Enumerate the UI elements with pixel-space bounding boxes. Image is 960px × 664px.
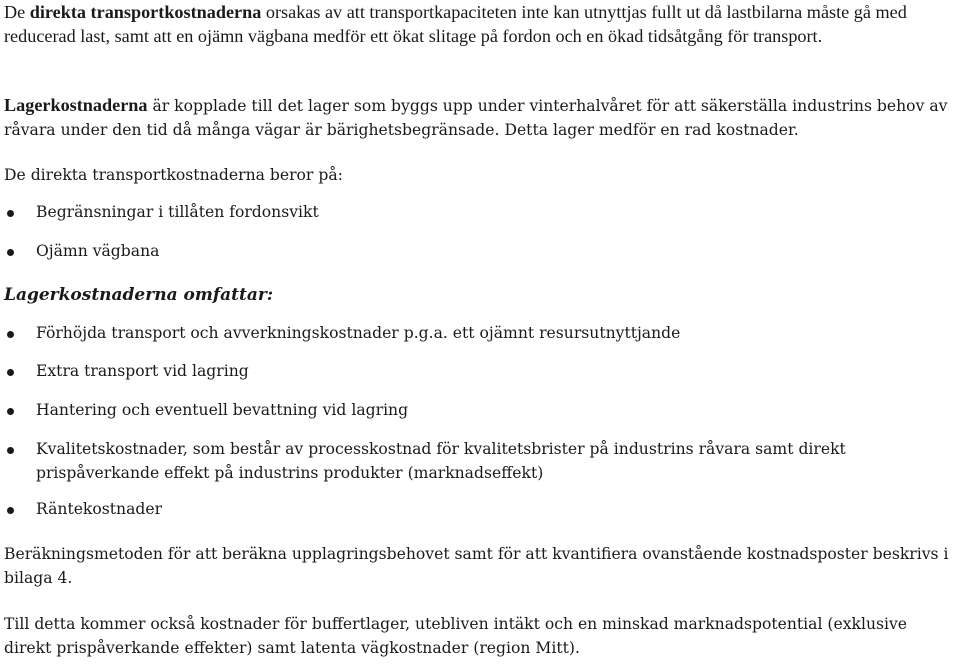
- paragraph-calculation-method: [4, 542, 956, 590]
- bullet-icon: [7, 408, 14, 415]
- list-item-text: Förhöjda transport och avverkningskostnader p.g.a. ett ojämnt resursutnyttjande: [36, 324, 681, 342]
- paragraph-lead: De: [4, 2, 30, 22]
- list-item-text: Kvalitetskostnader, som består av processkostnad för kvalitetsbrister på industrins råvara samt direkt prispåverkande effekt på industrins produkter (marknadseffekt): [36, 440, 846, 482]
- bullet-icon: [7, 447, 14, 454]
- list-item-text: Ojämn vägbana: [36, 242, 160, 260]
- bullet-icon: [7, 210, 14, 217]
- paragraph-text: Till detta kommer också kostnader för buffertlager, utebliven intäkt och en minskad marknadspotential (exklusive direkt prispåverkande effekter) samt latenta vägkostnader (region Mitt).: [4, 615, 908, 657]
- list-item-text: Hantering och eventuell bevattning vid lagring: [36, 401, 409, 419]
- paragraph-text: är kopplade till det lager som byggs upp under vinterhalvåret för att säkerställa industrins behov av råvara under den tid då många vägar är bärighetsbegränsade.: [4, 97, 948, 139]
- bullet-icon: [7, 507, 14, 514]
- bullet-icon: [7, 331, 14, 338]
- bullet-icon: [7, 369, 14, 376]
- paragraph-text: orsakas av att transportkapaciteten inte kan utnyttjas fullt ut då lastbilarna måste gå med reducerad last, samt att en ojämn vägbana medför ett ökat slitage på fordon och en ökad tidsåtgång för transport.: [4, 2, 907, 46]
- section-heading: Lagerkostnaderna omfattar:: [4, 285, 274, 305]
- list-item-text: Räntekostnader: [36, 500, 163, 518]
- paragraph-storage-costs: [4, 93, 956, 142]
- paragraph-text: De direkta transportkostnaderna beror på:: [4, 166, 343, 184]
- list-item-text: Extra transport vid lagring: [36, 362, 249, 380]
- list-item-text: Begränsningar i tillåten fordonsvikt: [36, 203, 319, 221]
- paragraph-text: Beräkningsmetoden för att beräkna upplagringsbehovet samt för att kvantifiera ovanstående kostnadsposter beskrivs i bilaga 4.: [4, 545, 949, 587]
- paragraph-depends-on: [4, 163, 956, 187]
- bullet-icon: [7, 249, 14, 256]
- paragraph-buffer-storage: [4, 612, 956, 660]
- paragraph-bold-term: Lagerkostnaderna: [4, 95, 148, 115]
- paragraph-bold-term: direkta transportkostnaderna: [29, 2, 262, 22]
- paragraph-text-tail: Detta lager medför en rad kostnader.: [499, 121, 799, 139]
- paragraph-direct-transport-costs: [4, 0, 956, 48]
